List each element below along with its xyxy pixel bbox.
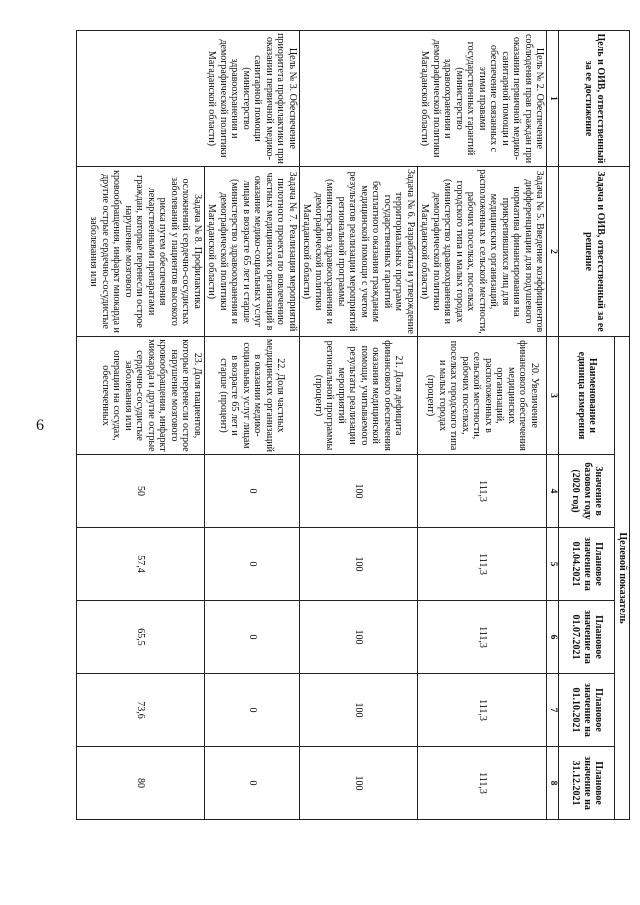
page-number: 6	[36, 417, 44, 434]
column-number: 7	[547, 674, 559, 747]
q1-value: 57,4	[77, 528, 205, 601]
q4-value: 0	[205, 747, 300, 820]
header-q1: Плановое значение на 01.04.2021	[559, 528, 615, 601]
q4-value: 100	[300, 747, 418, 820]
task-cell: Задача № 5. Введение коэффициентов дифференциации для подушевого норматива финансирования на прикрепившихся лиц для медицинских организаций, расположенных в сельской местности, рабочих поселках, поселках городского типа и малых городах (министерство здравоохранения и демографической политики Магаданской области)	[418, 167, 548, 337]
base-value: 50	[77, 455, 205, 528]
q4-value: 80	[77, 747, 205, 820]
q3-value: 0	[205, 674, 300, 747]
column-number: 2	[547, 167, 559, 337]
q3-value: 73,6	[77, 674, 205, 747]
q2-value: 100	[300, 601, 418, 674]
header-indicator-name: Наименование и единица измерения	[559, 337, 615, 455]
indicator-cell: 20. Увеличение финансового обеспечения медицинских организаций, расположенных в сельской местности, рабочих поселках, поселках городского типа и малых городах (процент)	[418, 337, 548, 455]
column-number: 5	[547, 528, 559, 601]
column-number: 1	[547, 31, 559, 167]
column-number: 3	[547, 337, 559, 455]
q2-value: 65,5	[77, 601, 205, 674]
column-number: 4	[547, 455, 559, 528]
q2-value: 0	[205, 601, 300, 674]
q3-value: 100	[300, 674, 418, 747]
q3-value: 111,3	[418, 674, 548, 747]
q1-value: 111,3	[418, 528, 548, 601]
column-number: 8	[547, 747, 559, 820]
column-number: 6	[547, 601, 559, 674]
header-q2: Плановое значение на 01.07.2021	[559, 601, 615, 674]
column-number-row	[547, 31, 559, 901]
table-row	[205, 31, 300, 901]
task-cell: Задача № 7. Реализация мероприятий пилотного проекта по вовлечению частных медицинских организаций в оказание медико-социальных услуг лицам в возрасте 65 лет и старше (министерство здравоохранения и демографической политики Магаданской области)	[205, 167, 300, 337]
base-value: 111,3	[418, 455, 548, 528]
indicator-cell: 23. Доля пациентов, которые перенесли острое нарушение мозгового кровообращения, инфаркт миокарда и другие острые сердечно-сосудистые заболевания или операции на сосудах, обеспеченных	[77, 337, 205, 455]
q1-value: 100	[300, 528, 418, 601]
q1-value: 0	[205, 528, 300, 601]
base-value: 0	[205, 455, 300, 528]
goal-cell: Цель № 2. Обеспечение соблюдения прав граждан при оказании первичной медико-санитарной помощи и обеспечение связанных с этими правами государственных гарантий (министерство здравоохранения и демографической политики Магаданской области)	[300, 31, 548, 167]
base-value: 100	[300, 455, 418, 528]
task-cell: Задача № 6. Разработка и утверждение территориальных программ государственных гарантий бесплатного оказания гражданам медицинской помощи с учетом результатов реализации мероприятий региональной программы (министерство здравоохранения и демографической политики Магаданской области)	[300, 167, 418, 337]
indicator-cell: 22. Доля частных медицинских организаций в оказании медико-социальных услуг лицам в возрасте 65 лет и старше (процент)	[205, 337, 300, 455]
header-task: Задача и ОИВ, ответственный за ее решение	[559, 167, 630, 337]
indicator-cell: 21. Доля дефицита финансового обеспечения оказания медицинской помощи, учитываемого результаты реализации мероприятий региональной программы (процент)	[300, 337, 418, 455]
header-base-year: Значение в базовом году (2020 год)	[559, 455, 615, 528]
header-q3: Плановое значение на 01.10.2021	[559, 674, 615, 747]
targets-table	[76, 30, 630, 901]
task-cell: Задача № 8. Профилактика осложнений сердечно-сосудистых заболеваний у пациентов высокого риска путем обеспечения лекарственными препаратами граждан, которые перенесли острое нарушение мозгового кровообращения, инфаркт миокарда и другие острые сердечно-сосудистые заболевания или	[77, 167, 205, 337]
header-q4: Плановое значение на 31.12.2021	[559, 747, 615, 820]
rotated-table-container	[70, 30, 630, 900]
table-row	[418, 31, 548, 901]
q2-value: 111,3	[418, 601, 548, 674]
header-target-group: Целевой показатель	[615, 337, 630, 820]
header-goal: Цель и ОИВ, ответственный за ее достижение	[559, 31, 630, 167]
goal-cell: Цель № 3. Обеспечение приоритета профилактики при оказании первичной медико-санитарной помощи (министерство здравоохранения и демографической политики Магаданской области)	[77, 31, 300, 167]
q4-value: 111,3	[418, 747, 548, 820]
